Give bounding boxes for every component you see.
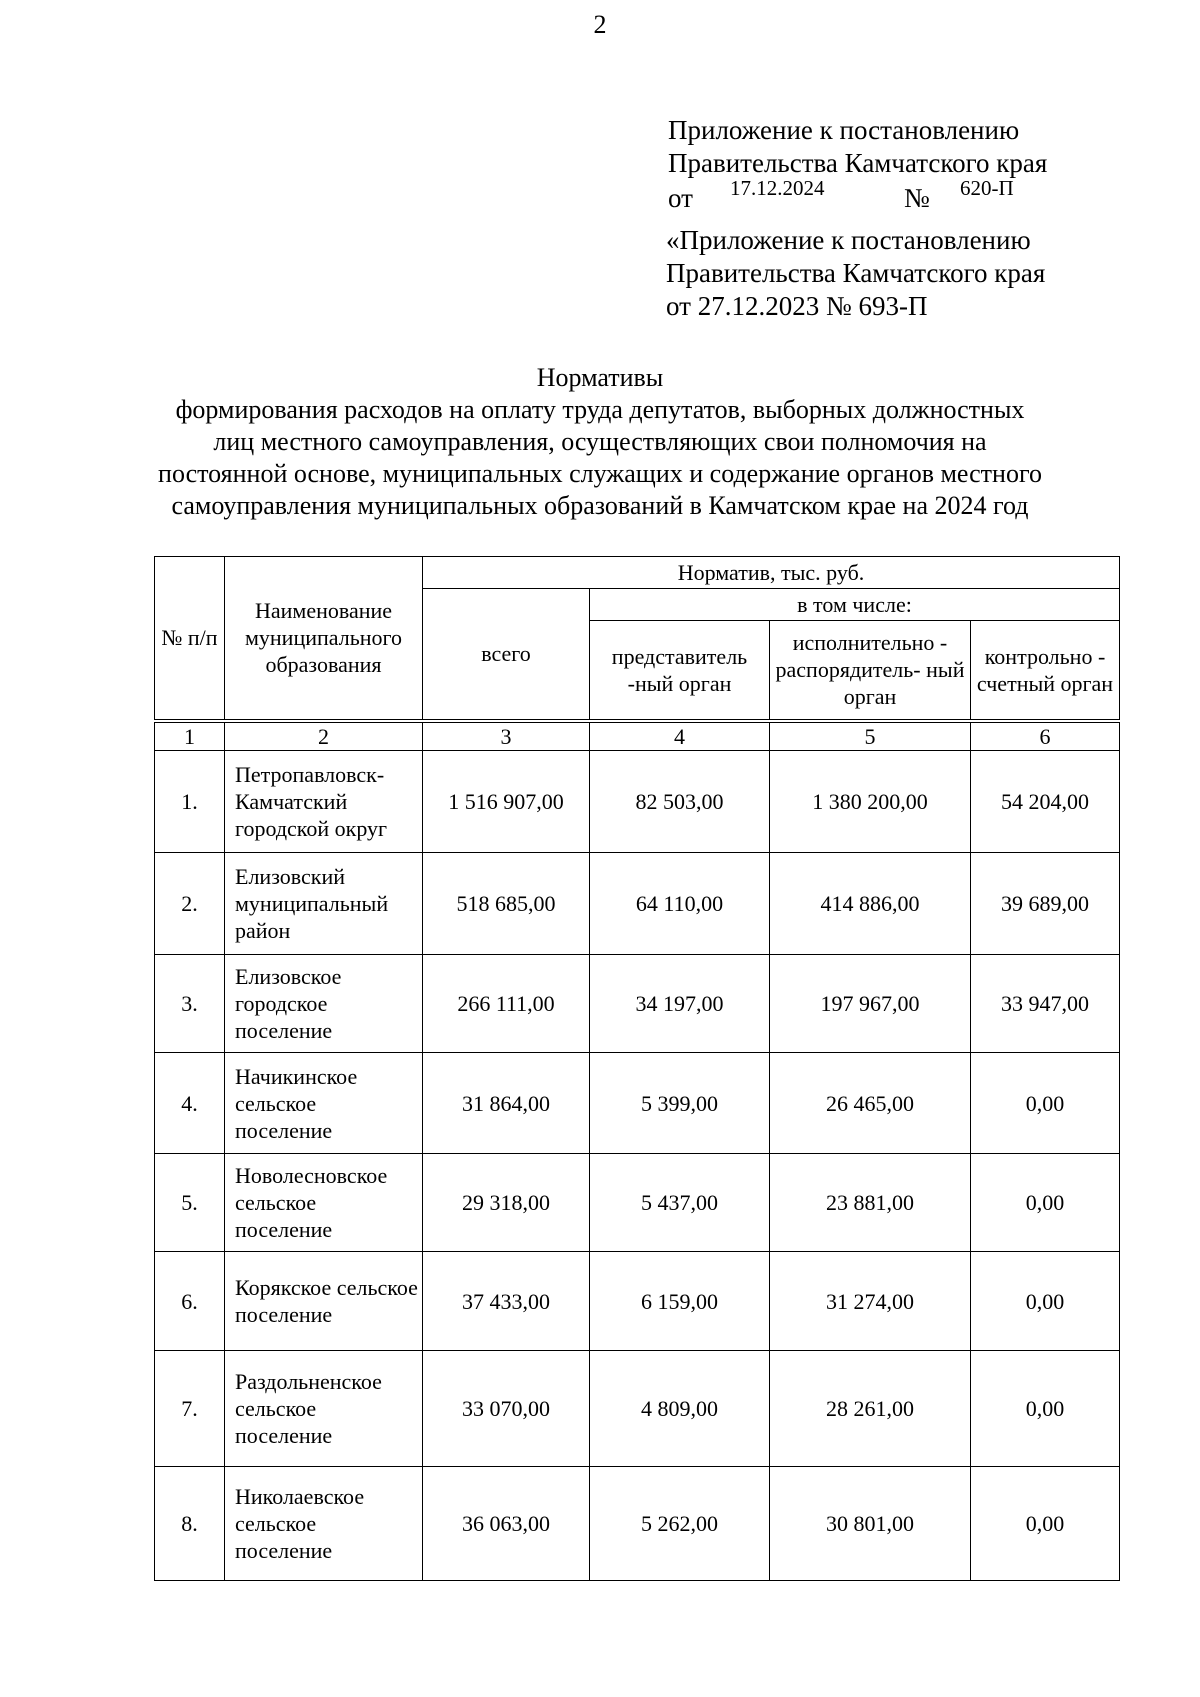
table-row (155, 1252, 1120, 1351)
row-index: 1. (155, 751, 225, 853)
table-row (155, 1467, 1120, 1581)
row-rep: 6 159,00 (590, 1252, 770, 1351)
row-rep: 5 437,00 (590, 1154, 770, 1252)
appendix-line-2: Правительства Камчатского края (668, 148, 1048, 178)
row-exec: 23 881,00 (770, 1154, 971, 1252)
table-row (155, 955, 1120, 1053)
row-exec: 30 801,00 (770, 1467, 971, 1581)
row-total: 518 685,00 (423, 853, 590, 955)
row-index: 5. (155, 1154, 225, 1252)
col-number-2: 2 (225, 721, 423, 751)
title-line-2: лиц местного самоуправления, осуществляющих свои полномочия на (213, 427, 987, 456)
title-line-4: самоуправления муниципальных образований в Камчатском крае на 2024 год (171, 491, 1029, 520)
prev-appendix-line-1: «Приложение к постановлению (666, 225, 1031, 255)
row-rep: 82 503,00 (590, 751, 770, 853)
row-name: Николаевское сельское поселение (225, 1467, 423, 1581)
row-rep: 34 197,00 (590, 955, 770, 1053)
prev-appendix-line-3: от 27.12.2023 № 693-П (666, 291, 928, 321)
row-name: Петропавловск-Камчатский городской округ (225, 751, 423, 853)
row-ctrl: 33 947,00 (971, 955, 1120, 1053)
prev-appendix-line-2: Правительства Камчатского края (666, 258, 1046, 288)
row-name: Елизовское городское поселение (225, 955, 423, 1053)
row-rep: 5 399,00 (590, 1053, 770, 1154)
row-name: Новолесновское сельское поселение (225, 1154, 423, 1252)
row-total: 37 433,00 (423, 1252, 590, 1351)
header-total: всего (423, 589, 590, 721)
decree-date: 17.12.2024 (730, 176, 825, 200)
title-line-1: формирования расходов на оплату труда депутатов, выборных должностных (175, 395, 1025, 424)
row-index: 7. (155, 1351, 225, 1467)
table-row (155, 1351, 1120, 1467)
row-total: 36 063,00 (423, 1467, 590, 1581)
row-total: 29 318,00 (423, 1154, 590, 1252)
row-name: Раздольненское сельское поселение (225, 1351, 423, 1467)
row-total: 33 070,00 (423, 1351, 590, 1467)
row-exec: 26 465,00 (770, 1053, 971, 1154)
row-rep: 4 809,00 (590, 1351, 770, 1467)
row-ctrl: 0,00 (971, 1351, 1120, 1467)
col-number-5: 5 (770, 721, 971, 751)
title-line-3: постоянной основе, муниципальных служащих и содержание органов местного (158, 459, 1042, 488)
row-index: 2. (155, 853, 225, 955)
header-name: Наименование муниципального образования (225, 557, 423, 721)
row-name: Начикинское сельское поселение (225, 1053, 423, 1154)
col-number-6: 6 (971, 721, 1120, 751)
row-exec: 197 967,00 (770, 955, 971, 1053)
row-ctrl: 0,00 (971, 1467, 1120, 1581)
col-number-1: 1 (155, 721, 225, 751)
decree-number: 620-П (960, 176, 1014, 200)
header-norm: Норматив, тыс. руб. (423, 557, 1120, 589)
header-exec: исполнительно - распорядитель- ный орган (770, 621, 971, 721)
row-name: Корякское сельское поселение (225, 1252, 423, 1351)
row-exec: 1 380 200,00 (770, 751, 971, 853)
row-exec: 414 886,00 (770, 853, 971, 955)
appendix-date-row (668, 176, 1047, 214)
row-index: 3. (155, 955, 225, 1053)
number-label: № (904, 183, 930, 213)
header-rep: представитель -ный орган (590, 621, 770, 721)
row-rep: 64 110,00 (590, 853, 770, 955)
from-label: от (668, 183, 693, 213)
row-rep: 5 262,00 (590, 1467, 770, 1581)
row-ctrl: 0,00 (971, 1154, 1120, 1252)
row-total: 31 864,00 (423, 1053, 590, 1154)
col-number-4: 4 (590, 721, 770, 751)
table-row (155, 1053, 1120, 1154)
title-heading: Нормативы (536, 363, 664, 392)
row-exec: 28 261,00 (770, 1351, 971, 1467)
row-exec: 31 274,00 (770, 1252, 971, 1351)
row-ctrl: 0,00 (971, 1053, 1120, 1154)
appendix-header (668, 114, 1047, 214)
header-num: № п/п (155, 557, 225, 721)
col-number-3: 3 (423, 721, 590, 751)
norms-table (154, 556, 1120, 1581)
appendix-line-1: Приложение к постановлению (668, 115, 1020, 145)
row-total: 1 516 907,00 (423, 751, 590, 853)
row-ctrl: 39 689,00 (971, 853, 1120, 955)
table-row (155, 1154, 1120, 1252)
row-index: 8. (155, 1467, 225, 1581)
row-index: 6. (155, 1252, 225, 1351)
row-ctrl: 54 204,00 (971, 751, 1120, 853)
document-title (130, 362, 1070, 522)
table-row (155, 751, 1120, 853)
header-ctrl: контрольно - счетный орган (971, 621, 1120, 721)
header-including: в том числе: (590, 589, 1120, 621)
row-total: 266 111,00 (423, 955, 590, 1053)
previous-appendix-header (666, 224, 1045, 323)
row-name: Елизовский муниципальный район (225, 853, 423, 955)
row-index: 4. (155, 1053, 225, 1154)
table-row (155, 853, 1120, 955)
row-ctrl: 0,00 (971, 1252, 1120, 1351)
page-number: 2 (593, 10, 607, 39)
